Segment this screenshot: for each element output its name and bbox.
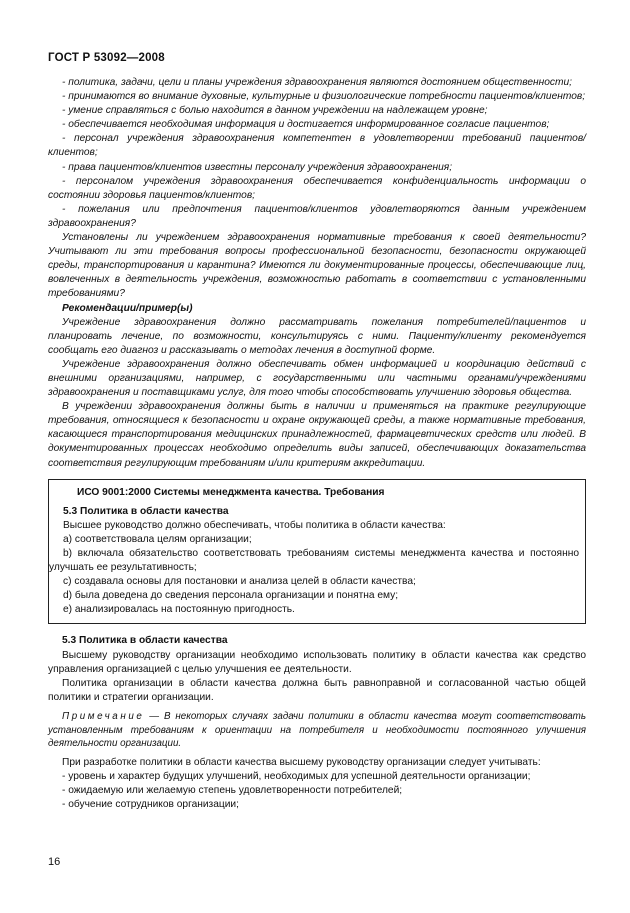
checklist-questions [48,76,586,302]
section-paragraph: Высшему руководству организации необходимо использовать политику в области качества как средство управления организацией с целью улучшения ее деятельности. [48,649,586,675]
consider-item: - обучение сотрудников организации; [62,799,239,810]
question-item: - пожелания или предпочтения пациентов/клиентов удовлетворяются данным учреждением здравоохранения? [48,203,586,229]
note-text: — В некоторых случаях задачи политики в области качества могут соответствовать установленным требованиям к ориентации на потребителя и необходимости постоянного улучшения деятельности организации. [48,710,586,750]
section-paragraph: Политика организации в области качества должна быть равноправной и согласованной частью общей политики и стратегии организации. [48,677,586,703]
note [48,710,586,751]
page-number: 16 [48,856,61,868]
iso-box-intro: Высшее руководство должно обеспечивать, чтобы политика в области качества: [63,519,446,531]
document-body [48,76,586,812]
iso-box-item: e) анализировалась на постоянную пригодность. [63,604,295,616]
quality-policy-section [48,634,586,812]
page-header: ГОСТ Р 53092—2008 [48,52,165,64]
iso-box-item: b) включала обязательство соответствовать требованиям системы менеджмента качества и постоянно улучшать ее результативность; [49,548,579,574]
recommendation-paragraph: Учреждение здравоохранения должно обеспечивать обмен информацией и координацию действий с внешними организациями, например, с государственными или частными органами/учреждениями здравоохранения и поставщиками услуг, для того чтобы способствовать улучшению здоровья общества. [48,358,586,399]
question-paragraph: Установлены ли учреждением здравоохранения нормативные требования к своей деятельности? Учитывают ли эти требования вопросы профессиональной безопасности, безопасности окружающей среды, транспортирования и карантина? Имеются ли документированные процессы, обеспечивающие лиц, вовлеченных в деятельность учреждения, возможностью работать в соответствии с установленными требованиями? [48,232,586,300]
iso-box-item: c) создавала основы для постановки и анализа целей в области качества; [63,576,416,588]
question-item: - политика, задачи, цели и планы учреждения здравоохранения являются достоянием общественности; [62,77,572,88]
iso-requirements-box [48,479,586,625]
iso-box-section: 5.3 Политика в области качества [63,505,229,517]
iso-box-item: a) соответствовала целям организации; [63,533,252,545]
question-item: - персоналом учреждения здравоохранения обеспечивается конфиденциальность информации о состоянии здоровья пациентов/клиентов; [48,175,586,201]
consider-intro: При разработке политики в области качества высшему руководству организации следует учитывать: [62,756,541,768]
question-item: - персонал учреждения здравоохранения компетентен в удовлетворении требований пациентов/клиентов; [48,133,586,159]
recommendations [48,302,586,471]
question-item: - обеспечивается необходимая информация и достигается информированное согласие пациентов; [62,119,550,131]
recommendation-paragraph: В учреждении здравоохранения должны быть в наличии и применяться на практике регулирующие требования, относящиеся к безопасности и охране окружающей среды, а также нормативные требования, касающиеся транспортирования медицинских принадлежностей, фармацевтических средств или людей. В документированных процессах необходимо определить виды записей, обеспечивающих доказательства соответствия регулирующим требованиям и/или критериям аккредитации. [48,401,586,469]
note-label: Примечание [62,710,145,722]
consider-item: - ожидаемую или желаемую степень удовлетворенности потребителей; [62,784,403,796]
iso-box-title: ИСО 9001:2000 Системы менеджмента качества. Требования [77,486,385,498]
question-item: - права пациентов/клиентов известны персоналу учреждения здравоохранения; [62,161,453,173]
question-item: - умение справляться с болью находится в данном учреждении на надлежащем уровне; [62,105,488,117]
iso-box-item: d) была доведена до сведения персонала организации и понятна ему; [63,590,399,602]
recommendation-paragraph: Учреждение здравоохранения должно рассматривать пожелания потребителей/пациентов и планировать лечение, по возможности, консультируясь с ними. Пациенту/клиенту рекомендуется сообщать его диагноз и рассказывать о методах лечения в доступной форме. [48,316,586,356]
recommendations-heading: Рекомендации/пример(ы) [62,302,193,314]
question-item: - принимаются во внимание духовные, культурные и физиологические потребности пациентов/клиентов; [62,91,586,103]
section-heading: 5.3 Политика в области качества [62,635,228,647]
consider-item: - уровень и характер будущих улучшений, необходимых для успешной деятельности организации; [62,770,531,782]
